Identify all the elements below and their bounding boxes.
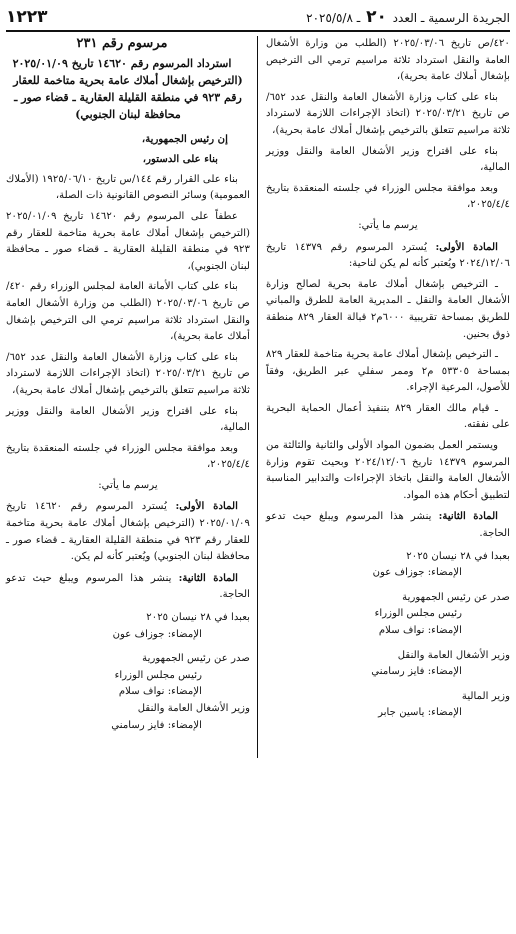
article-text: يُسترد المرسوم رقم ١٤٦٢٠ تاريخ ٢٠٢٥/٠١/٠٩ (الترخيص بإشغال أملاك عامة بحرية متاخمة للعقار رقم ٩٢٣ في منطقة القليلة العقارية ـ قضاء صور ـ محافظة لبنان الجنوبي) ويُعتبر كأنه لم يكن. [6, 501, 250, 563]
preamble-president: إن رئيس الجمهورية، [141, 132, 228, 145]
signature-block [266, 549, 510, 722]
signature-date: بعبدا في ٢٨ نيسان ٢٠٢٥ [406, 550, 510, 562]
issue-number: ٢٠ [366, 7, 387, 27]
paragraph: بناء على كتاب الأمانة العامة لمجلس الوزراء رقم ٤٢٠/ص تاريخ ٢٠٢٥/٠٣/٠٦ (الطلب من وزارة الأشغال العامة والنقل استرداد ثلاثة مراسيم ترمي الى الترخيص بإشغال أملاك عامة بحرية)، [6, 281, 250, 343]
article-2 [266, 508, 510, 542]
signatory-title: وزير المالية [461, 690, 510, 702]
article-1 [266, 239, 510, 273]
decree-title: مرسوم رقم ٢٣١ [76, 36, 168, 51]
signature-block [6, 610, 250, 734]
paragraph: وبعد موافقة مجلس الوزراء في جلسته المنعقدة بتاريخ ٢٠٢٥/٤/٤، [6, 442, 250, 471]
paragraph: بناء على اقتراح وزير الأشغال العامة والنقل ووزير المالية، [6, 405, 250, 434]
signature-date: بعبدا في ٢٨ نيسان ٢٠٢٥ [146, 612, 250, 624]
signature-name: الإمضاء: فايز رسامني [371, 666, 462, 678]
signature-name: الإمضاء: نواف سلام [118, 686, 202, 698]
page-number: ١٢٢٣ [6, 7, 48, 27]
article-label: المادة الأولى: [175, 500, 238, 513]
right-column [266, 36, 510, 722]
article-text: يُسترد المرسوم رقم ١٤٣٧٩ تاريخ ٢٠٢٤/١٢/٠٦ ويُعتبر كأنه لم يكن لناحية: [266, 241, 510, 270]
signatory-title: رئيس مجلس الوزراء [114, 669, 202, 681]
article-2 [6, 570, 250, 604]
column-divider [257, 36, 258, 758]
gazette-title [306, 7, 510, 27]
page-header [6, 4, 510, 32]
article-label: المادة الأولى: [435, 240, 498, 253]
gazette-name: الجريدة الرسمية ـ العدد [392, 11, 510, 25]
signature-name: الإمضاء: نواف سلام [378, 625, 462, 636]
list-item: ـ الترخيص بإشغال أملاك عامة بحرية متاخمة للعقار ٨٢٩ بمساحة ٥٣٣٠٥ م٢ وممر سفلي عبر الطريق، وفقاً للأصول، المرعية الإجراء. [266, 349, 510, 394]
article-text: ينشر هذا المرسوم ويبلغ حيث تدعو الحاجة. [266, 511, 510, 540]
paragraph: وبعد موافقة مجلس الوزراء في جلسته المنعقدة بتاريخ ٢٠٢٥/٤/٤، [266, 182, 510, 211]
issued-by: صدر عن رئيس الجمهورية [142, 653, 250, 665]
list-item: ـ قيام مالك العقار ٨٢٩ بتنفيذ أعمال الحماية البحرية على نفقته. [266, 402, 510, 431]
preamble-constitution: بناء على الدستور، [142, 153, 218, 166]
decrees-heading: يرسم ما يأتي: [98, 479, 158, 491]
paragraph: بناء على القرار رقم ١٤٤/س تاريخ ١٩٢٥/٠٦/١٠ (الأملاك العمومية) وسائر النصوص القانونية ذات الصلة، [6, 173, 250, 202]
paragraph: بناء على كتاب وزارة الأشغال العامة والنقل عدد ٦٥٢/ص تاريخ ٢٠٢٥/٠٣/٢١ (اتخاذ الإجراءات اللازمة لاسترداد ثلاثة مراسيم تتعلق بالترخيص بإشغال أملاك عامة بحرية)، [266, 91, 510, 136]
signatory-title: وزير الأشغال العامة والنقل [397, 649, 510, 661]
decree-subject: استرداد المرسوم رقم ١٤٦٢٠ تاريخ ٢٠٢٥/٠١/٠٩ (الترخيص بإشغال أملاك عامة بحرية متاخمة للعقار رقم ٩٢٣ في منطقة القليلة العقارية ـ قضاء صور ـ محافظة لبنان الجنوبي) [12, 56, 243, 121]
issue-date: ـ ٢٠٢٥/٥/٨ [306, 11, 361, 25]
paragraph: عطفاً على المرسوم رقم ١٤٦٢٠ تاريخ ٢٠٢٥/٠١/٠٩ (الترخيص بإشغال أملاك عامة بحرية متاخمة للعقار رقم ٩٢٣ في منطقة القليلة العقارية ـ قضاء صور ـ محافظة لبنان الجنوبي)، [6, 210, 250, 272]
list-item: ـ الترخيص بإشغال أملاك عامة بحرية لصالح وزارة الأشغال العامة والنقل ـ المديرية العامة للطرق والمباني للطريق بمساحة تقريبية ٦٠٠٠م٢ قبالة العقار ٨٢٩ منطقة ذوق بحنين. [266, 278, 510, 340]
article-label: المادة الثانية: [178, 571, 239, 584]
article-1 [6, 498, 250, 565]
paragraph: بناء على اقتراح وزير الأشغال العامة والنقل ووزير المالية، [266, 145, 510, 174]
article-text: ينشر هذا المرسوم ويبلغ حيث تدعو الحاجة. [6, 572, 250, 601]
decrees-heading: يرسم ما يأتي: [358, 219, 418, 231]
signature-name: الإمضاء: جوزاف عون [112, 628, 202, 640]
paragraph: ويستمر العمل بضمون المواد الأولى والثانية والثالثة من المرسوم ١٤٣٧٩ تاريخ ٢٠٢٤/١٢/٠٦ وبحيث تقوم وزارة الأشغال العامة والنقل باتخاذ الإجراءات والتدابير المناسبة لتطبيق أحكام هذه المواد. [266, 440, 510, 501]
paragraph: ٤٢٠/ص تاريخ ٢٠٢٥/٠٣/٠٦ (الطلب من وزارة الأشغال العامة والنقل استرداد ثلاثة مراسيم ترمي الى الترخيص بإشغال أملاك عامة بحرية)، [266, 38, 510, 83]
signatory-title: رئيس مجلس الوزراء [374, 608, 462, 620]
signature-name: الإمضاء: جوزاف عون [372, 567, 462, 579]
article-label: المادة الثانية: [438, 510, 499, 523]
left-column [6, 36, 250, 734]
signature-name: الإمضاء: ياسين جابر [378, 707, 462, 719]
signature-name: الإمضاء: فايز رسامني [111, 719, 202, 731]
issued-by: صدر عن رئيس الجمهورية [402, 591, 510, 603]
paragraph: بناء على كتاب وزارة الأشغال العامة والنقل عدد ٦٥٢/ص تاريخ ٢٠٢٥/٠٣/٢١ (اتخاذ الإجراءات اللازمة لاسترداد ثلاثة مراسيم تتعلق بالترخيص بإشغال أملاك عامة بحرية)، [6, 351, 250, 396]
signatory-title: وزير الأشغال العامة والنقل [137, 703, 250, 714]
